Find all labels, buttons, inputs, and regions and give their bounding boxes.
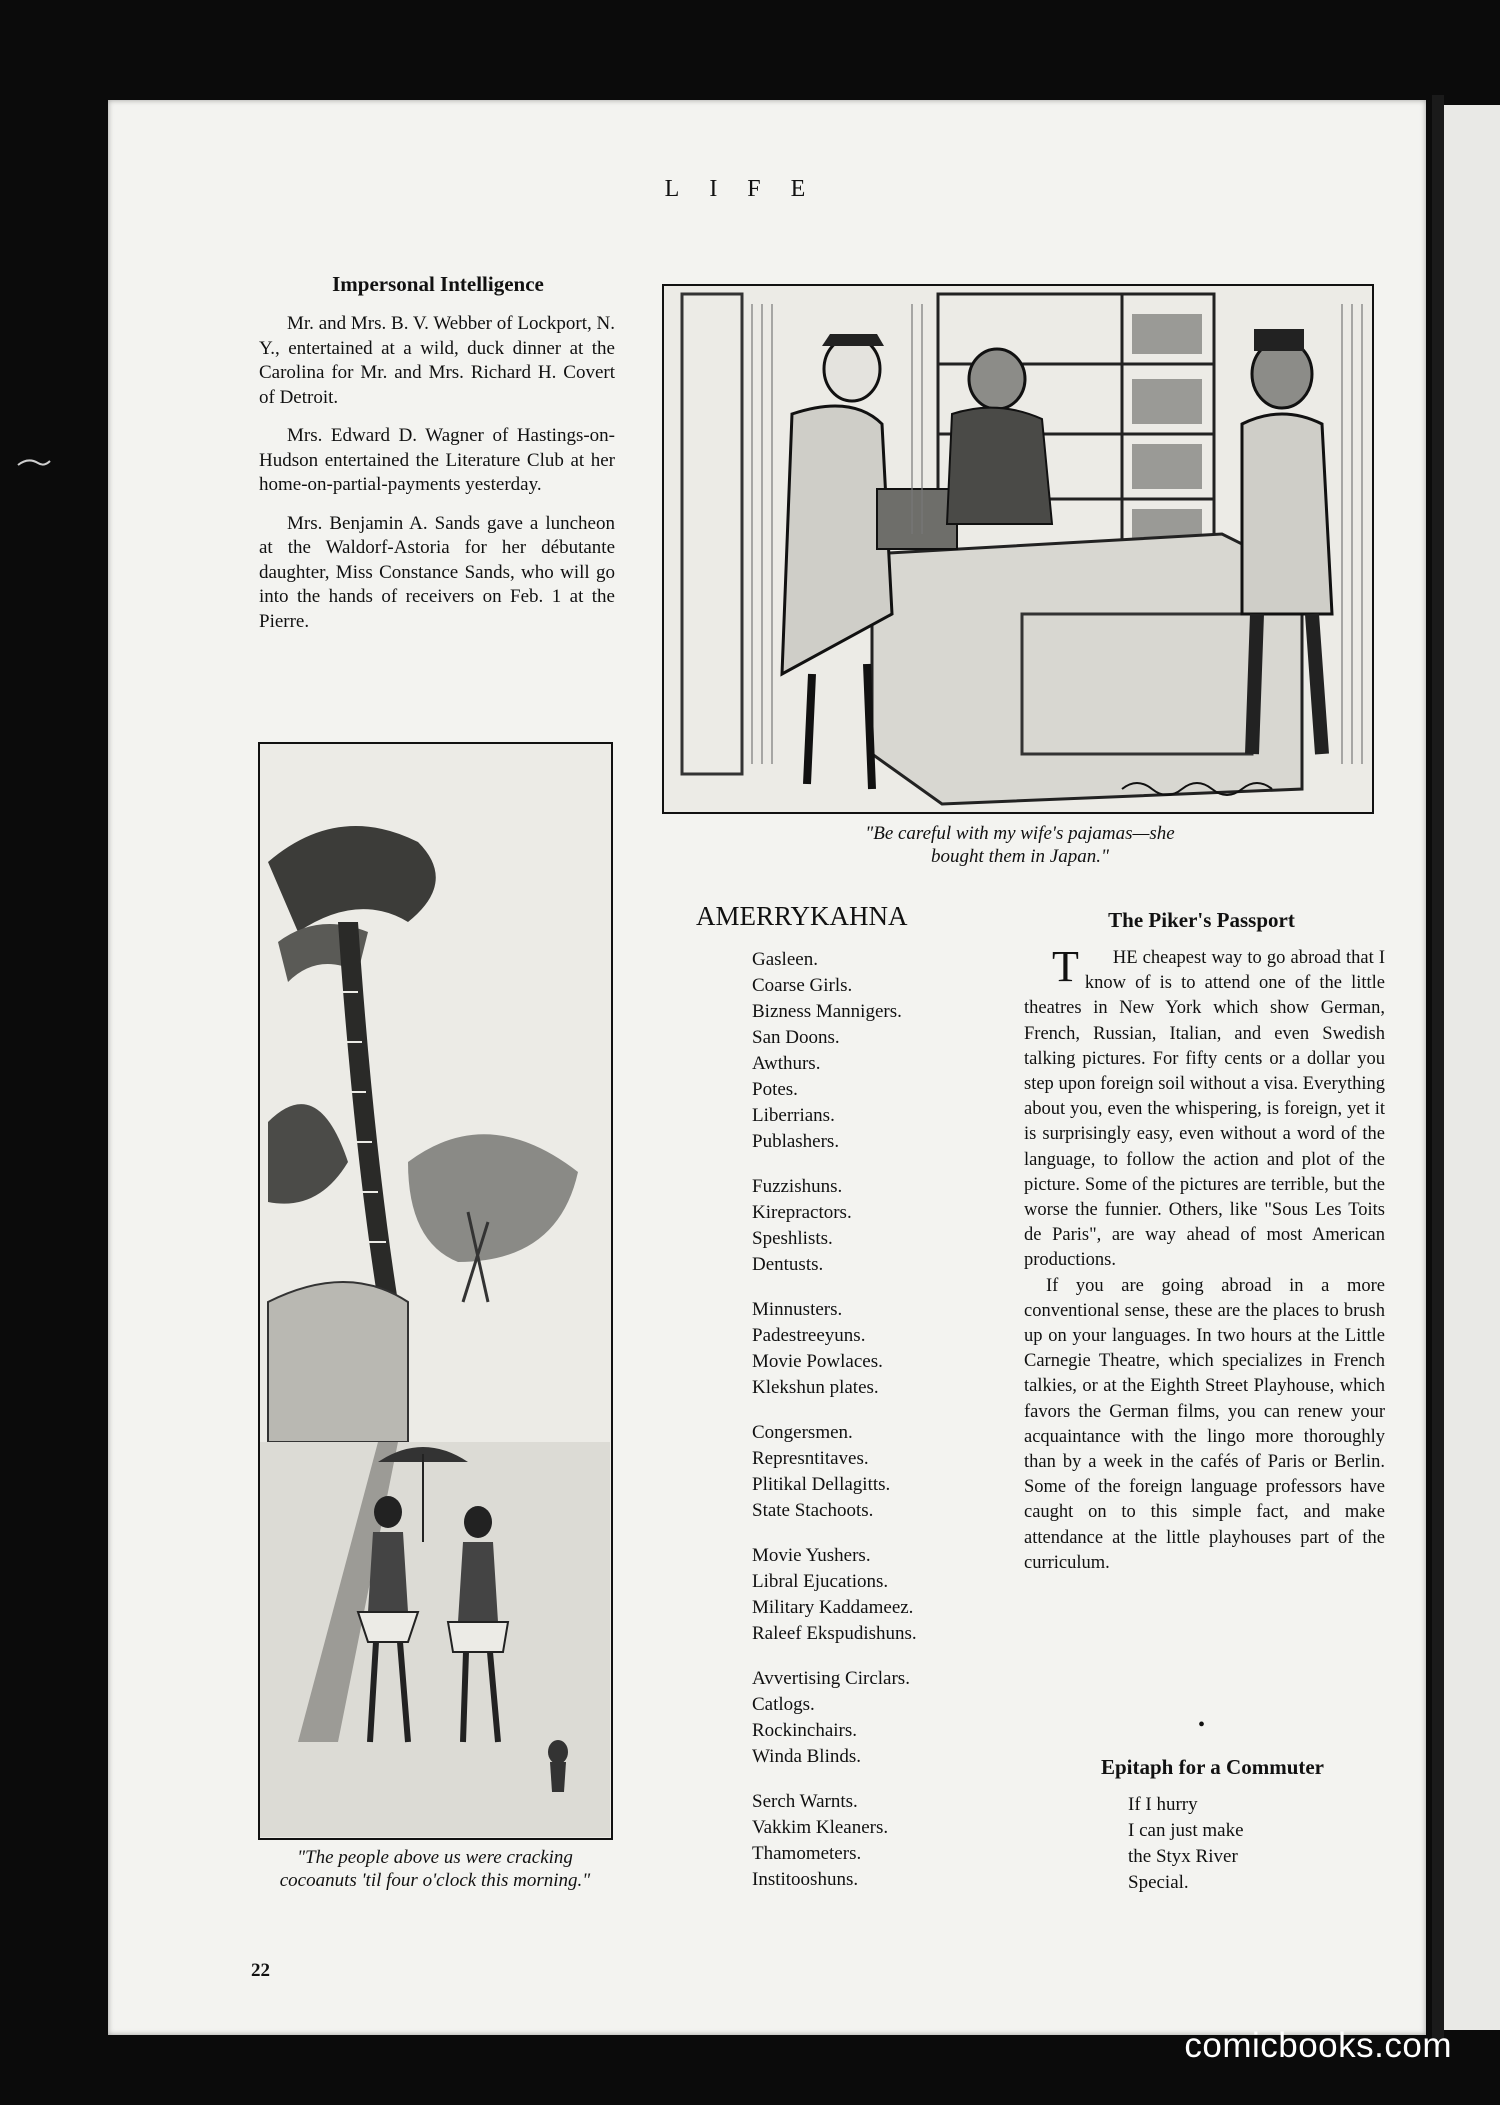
poem-stanza [752,1297,982,1401]
laundry-cartoon-illustration [662,284,1374,814]
poem-line: Represntitaves. [752,1448,869,1469]
poem-line: State Stachoots. [752,1500,874,1521]
poem-line: Publashers. [752,1131,840,1152]
poem-line: Bizness Mannigers. [752,1001,902,1022]
jungle-cartoon-illustration [258,742,613,1840]
intelligence-text [259,312,615,648]
poem-stanza [752,1174,982,1278]
poem-line: Potes. [752,1079,798,1100]
poem-line: Padestreeyuns. [752,1325,866,1346]
caption-line: "The people above us were cracking [297,1847,573,1868]
laundry-cartoon-caption [760,822,1280,868]
poem-line: If I hurry [1128,1794,1198,1815]
poem-line: Fuzzishuns. [752,1176,843,1197]
poem-line: Congersmen. [752,1422,853,1443]
poem-line: Dentusts. [752,1254,824,1275]
poem-stanza [752,1789,982,1893]
intelligence-paragraph: Mrs. Benjamin A. Sands gave a luncheon at the Waldorf-Astoria for her débutante daughter, Miss Constance Sands, who will go into the hands of receivers on Feb. 1 at the Pierre. [259,512,615,632]
poem-stanza [752,1420,982,1524]
epitaph-poem [1128,1792,1348,1896]
page-number: 22 [251,1960,270,1981]
poem-line: Avvertising Circlars. [752,1668,910,1689]
poem-line: Thamometers. [752,1843,862,1864]
piker-paragraph: If you are going abroad in a more conventional sense, these are the places to brush up on your languages. In two hours at the Little Carnegie Theatre, which specializes in French talkies, or at the Eighth Street Playhouse, which favors the German films, you can renew your acquaintance with the lingo more thoroughly than by a week in the cafés of Paris or Berlin. Some of the foreign language professors have caught on to this simple fact, and make attendance at the little playhouses part of the curriculum. [1024,1275,1385,1573]
poem-line: Movie Yushers. [752,1545,871,1566]
poem-line: Rockinchairs. [752,1720,858,1741]
poem-line: Libral Ejucations. [752,1571,889,1592]
caption-line: "Be careful with my wife's pajamas—she [865,823,1175,844]
poem-stanza [752,1543,982,1647]
poem-line: Coarse Girls. [752,975,853,996]
poem-line: Special. [1128,1872,1189,1893]
poem-line: Speshlists. [752,1228,833,1249]
poem-line: Catlogs. [752,1694,815,1715]
poem-line: Klekshun plates. [752,1377,879,1398]
poem-line: Minnusters. [752,1299,843,1320]
poem-line: Military Kaddameez. [752,1597,914,1618]
poem-line: Serch Warnts. [752,1791,858,1812]
piker-title: The Piker's Passport [1108,908,1295,932]
poem-line: Kirepractors. [752,1202,852,1223]
poem-line: Liberrians. [752,1105,835,1126]
piker-paragraph [1024,942,1385,1274]
intelligence-paragraph: Mr. and Mrs. B. V. Webber of Lockport, N. Y., entertained at a wild, duck dinner at the Carolina for Mr. and Mrs. Richard H. Covert of Detroit. [259,313,615,408]
watermark: comicbooks.com [1184,2026,1452,2065]
amerrykahna-title: AMERRYKAHNA [696,901,908,931]
poem-stanza [752,1666,982,1770]
poem-line: Vakkim Kleaners. [752,1817,889,1838]
page-header: LIFE [664,176,836,202]
poem-line: Raleef Ekspudishuns. [752,1623,917,1644]
poem-line: Institooshuns. [752,1869,859,1890]
poem-line: Movie Powlaces. [752,1351,883,1372]
amerrykahna-poem [752,947,982,1912]
jungle-cartoon-caption [238,1846,632,1892]
intelligence-title: Impersonal Intelligence [332,272,544,296]
poem-line: San Doons. [752,1027,840,1048]
section-separator: • [1198,1714,1206,1736]
poem-stanza [752,947,982,1155]
caption-line: cocoanuts 'til four o'clock this morning." [279,1870,591,1891]
poem-line: Awthurs. [752,1053,821,1074]
intelligence-paragraph: Mrs. Edward D. Wagner of Hastings-on-Hudson entertained the Literature Club at her home-on-partial-payments yesterday. [259,425,615,495]
drop-cap: T [1052,942,1079,991]
next-page-edge [1441,105,1500,2030]
poem-line: I can just make [1128,1820,1244,1841]
piker-article [1024,942,1385,1576]
poem-line: Winda Blinds. [752,1746,862,1767]
caption-line: bought them in Japan." [931,846,1109,867]
epitaph-title: Epitaph for a Commuter [1100,1755,1325,1779]
poem-line: the Styx River [1128,1846,1238,1867]
piker-paragraph-text: HE cheapest way to go abroad that I know of is to attend one of the little theatres in New York which show German, French, Russian, Italian, and even Swedish talking pictures. For fifty cents or a dollar you step upon foreign soil without a visa. Everything about you, even the whispering, is foreign, yet it is surprisingly easy, even without a word of the language, to follow the action and plot of the picture. Some of the pictures are terrible, but the worse the funnier. Others, like "Sous Les Toits de Paris", are way ahead of most American productions. [1024,948,1385,1271]
poem-line: Gasleen. [752,949,818,970]
poem-line: Plitikal Dellagitts. [752,1474,891,1495]
